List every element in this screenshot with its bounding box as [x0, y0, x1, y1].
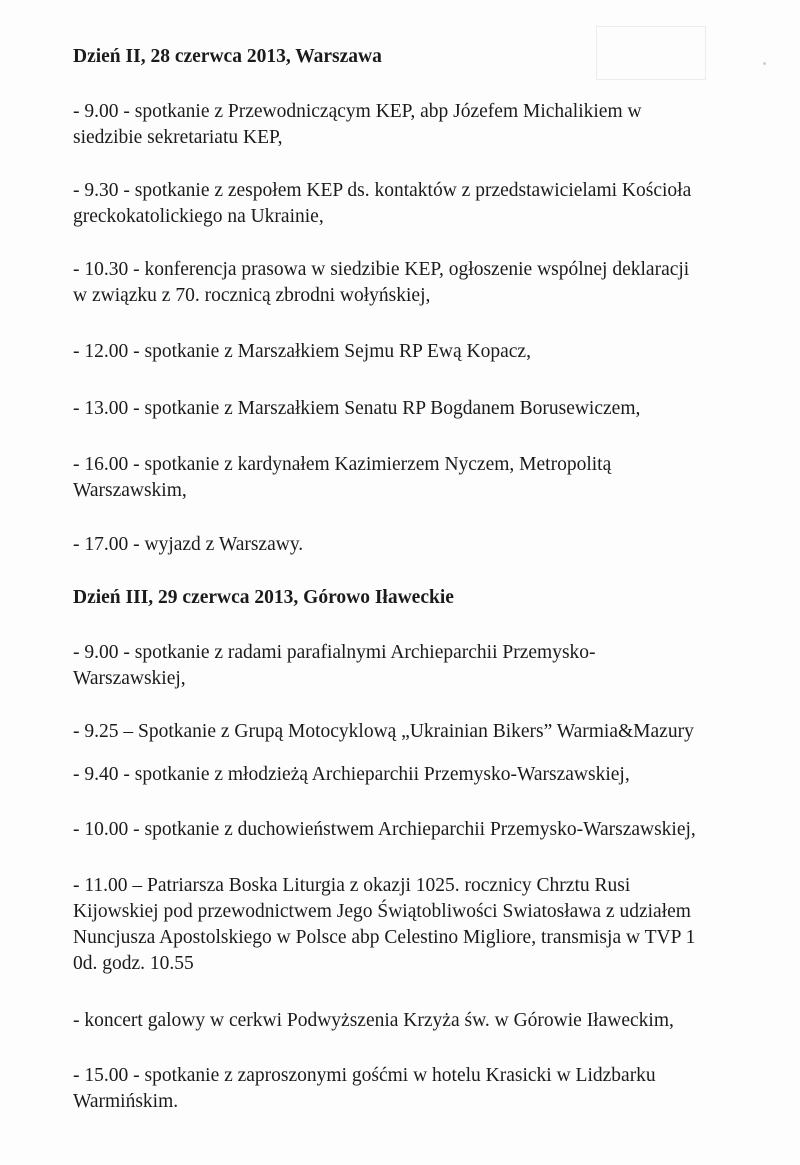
day3-item-3-line1: - 9.40 - spotkanie z młodzieżą Archieparchii Przemysko-Warszawskiej,: [73, 764, 630, 785]
scan-artifact-dot: [763, 62, 766, 65]
day2-item-2-line2: greckokatolickiego na Ukrainie,: [73, 206, 324, 227]
day3-item-4-line1: - 10.00 - spotkanie z duchowieństwem Archieparchii Przemysko-Warszawskiej,: [73, 819, 696, 840]
day3-item-7-line2: Warmińskim.: [73, 1091, 179, 1112]
day2-item-6-line1: - 16.00 - spotkanie z kardynałem Kazimierzem Nyczem, Metropolitą: [73, 454, 612, 475]
scan-artifact-box: [596, 26, 706, 80]
day3-item-7-line1: - 15.00 - spotkanie z zaproszonymi gośćmi w hotelu Krasicki w Lidzbarku: [73, 1065, 656, 1086]
day2-item-4-line1: - 12.00 - spotkanie z Marszałkiem Sejmu RP Ewą Kopacz,: [73, 341, 531, 362]
day2-item-3-line2: w związku z 70. rocznicą zbrodni wołyńskiej,: [73, 285, 431, 306]
day2-item-1-line2: siedzibie sekretariatu KEP,: [73, 127, 283, 148]
day3-item-2-line1: - 9.25 – Spotkanie z Grupą Motocyklową „Ukrainian Bikers” Warmia&Mazury: [73, 721, 694, 742]
day2-item-7-line1: - 17.00 - wyjazd z Warszawy.: [73, 534, 304, 555]
day3-item-5-line2: Kijowskiej pod przewodnictwem Jego Świątobliwości Swiatosława z udziałem: [73, 901, 691, 922]
day3-item-1-line1: - 9.00 - spotkanie z radami parafialnymi Archieparchii Przemysko-: [73, 642, 596, 663]
day3-item-1-line2: Warszawskiej,: [73, 668, 186, 689]
day3-item-5-line3: Nuncjusza Apostolskiego w Polsce abp Celestino Migliore, transmisja w TVP 1: [73, 927, 696, 948]
day2-item-1-line1: - 9.00 - spotkanie z Przewodniczącym KEP, abp Józefem Michalikiem w: [73, 101, 642, 122]
day2-item-3-line1: - 10.30 - konferencja prasowa w siedzibie KEP, ogłoszenie wspólnej deklaracji: [73, 259, 690, 280]
day2-item-6-line2: Warszawskim,: [73, 480, 187, 501]
day3-item-5-line1: - 11.00 – Patriarsza Boska Liturgia z okazji 1025. rocznicy Chrztu Rusi: [73, 875, 631, 896]
day3-item-6-line1: - koncert galowy w cerkwi Podwyższenia Krzyża św. w Górowie Iławeckim,: [73, 1010, 674, 1031]
day3-heading: Dzień III, 29 czerwca 2013, Górowo Iławeckie: [73, 587, 454, 608]
day2-item-2-line1: - 9.30 - spotkanie z zespołem KEP ds. kontaktów z przedstawicielami Kościoła: [73, 180, 692, 201]
day3-item-5-line4: 0d. godz. 10.55: [73, 953, 194, 974]
day2-heading: Dzień II, 28 czerwca 2013, Warszawa: [73, 46, 382, 67]
day2-item-5-line1: - 13.00 - spotkanie z Marszałkiem Senatu RP Bogdanem Borusewiczem,: [73, 398, 641, 419]
